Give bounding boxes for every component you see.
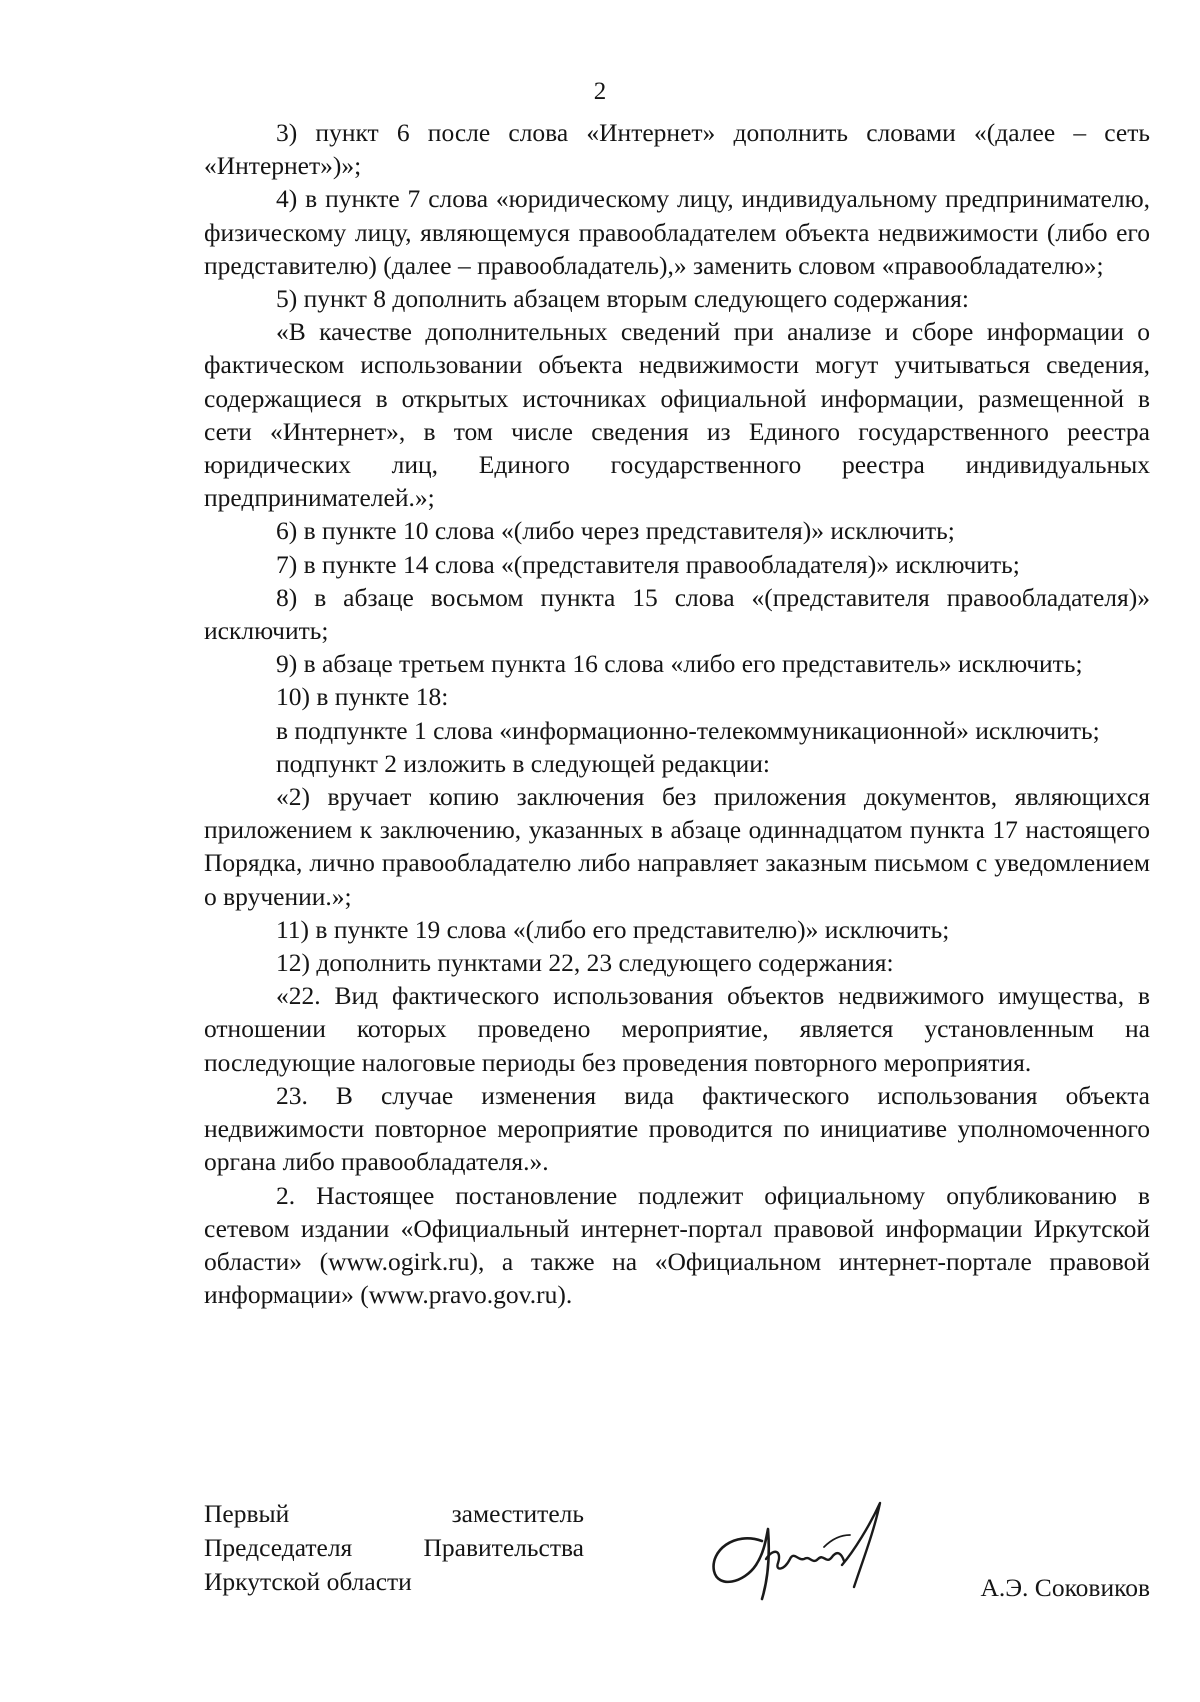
signer-title-line: Председателя Правительства [204, 1533, 584, 1562]
signature-stroke [842, 1503, 880, 1587]
handwritten-signature [704, 1495, 914, 1605]
paragraph-amendment-5: 5) пункт 8 дополнить абзацем вторым следующего содержания: [276, 284, 969, 314]
document-body [204, 116, 1150, 1311]
paragraph-publication: 2. Настоящее постановление подлежит официальному опубликованию в сетевом издании «Официальный интернет-портал правовой информации Иркутской области» (www.ogirk.ru), а также на «Официальном интернет-портале правовой информации» (www.pravo.gov.ru). [204, 1180, 1150, 1310]
signature-stroke [824, 1535, 850, 1547]
paragraph-amendment-9: 9) в абзаце третьем пункта 16 слова «либо его представитель» исключить; [276, 649, 1083, 679]
paragraph-quoted-subpoint-2: «2) вручает копию заключения без приложения документов, являющихся приложением к заключению, указанных в абзаце одиннадцатом пункта 17 настоящего Порядка, лично правообладателю либо направляет заказным письмом с уведомлением о вручении.»; [204, 782, 1150, 911]
signature-block [204, 1497, 1150, 1627]
signer-title [204, 1497, 584, 1599]
paragraph-amendment-8: 8) в абзаце восьмом пункта 15 слова «(представителя правообладателя)» исключить; [204, 582, 1150, 646]
signer-title-line: Иркутской области [204, 1567, 412, 1596]
page-number: 2 [593, 78, 607, 105]
paragraph-amendment-11: 11) в пункте 19 слова «(либо его представителю)» исключить; [276, 914, 950, 944]
paragraph-quoted-point-23: 23. В случае изменения вида фактического использования объекта недвижимости повторное мероприятие проводится по инициативе уполномоченного органа либо правообладателя.». [204, 1080, 1150, 1177]
signature-stroke [766, 1552, 844, 1569]
paragraph-quoted-point-8: «В качестве дополнительных сведений при анализе и сборе информации о фактическом использовании объекта недвижимости могут учитываться сведения, содержащиеся в открытых источниках официальной информации, размещенной в сети «Интернет», в том числе сведения из Единого государственного реестра юридических лиц, Единого государственного реестра индивидуальных предпринимателей.»; [204, 317, 1150, 513]
signer-name: А.Э. Соковиков [980, 1573, 1150, 1602]
paragraph-amendment-3: 3) пункт 6 после слова «Интернет» дополнить словами «(далее – сеть «Интернет»)»; [204, 118, 1150, 181]
paragraph-quoted-point-22: «22. Вид фактического использования объектов недвижимого имущества, в отношении которых проведено мероприятие, является установленным на последующие налоговые периоды без проведения повторного мероприятия. [204, 981, 1150, 1077]
signature-stroke [714, 1529, 769, 1599]
paragraph-amendment-10: 10) в пункте 18: [276, 682, 449, 712]
paragraph-amendment-12: 12) дополнить пунктами 22, 23 следующего содержания: [276, 948, 894, 978]
signer-title-line: Первый заместитель [204, 1499, 584, 1528]
paragraph-amendment-6: 6) в пункте 10 слова «(либо через представителя)» исключить; [276, 516, 955, 546]
paragraph-amendment-4: 4) в пункте 7 слова «юридическому лицу, индивидуальному предпринимателю, физическому лицу, являющемуся правообладателем объекта недвижимости (либо его представителю) (далее – правообладатель),» заменить словом «правообладателю»; [204, 184, 1150, 280]
paragraph-amendment-7: 7) в пункте 14 слова «(представителя правообладателя)» исключить; [276, 549, 1020, 579]
paragraph-subpoint-1: в подпункте 1 слова «информационно-телекоммуникационной» исключить; [276, 715, 1100, 745]
paragraph-subpoint-2-intro: подпункт 2 изложить в следующей редакции: [276, 748, 770, 778]
